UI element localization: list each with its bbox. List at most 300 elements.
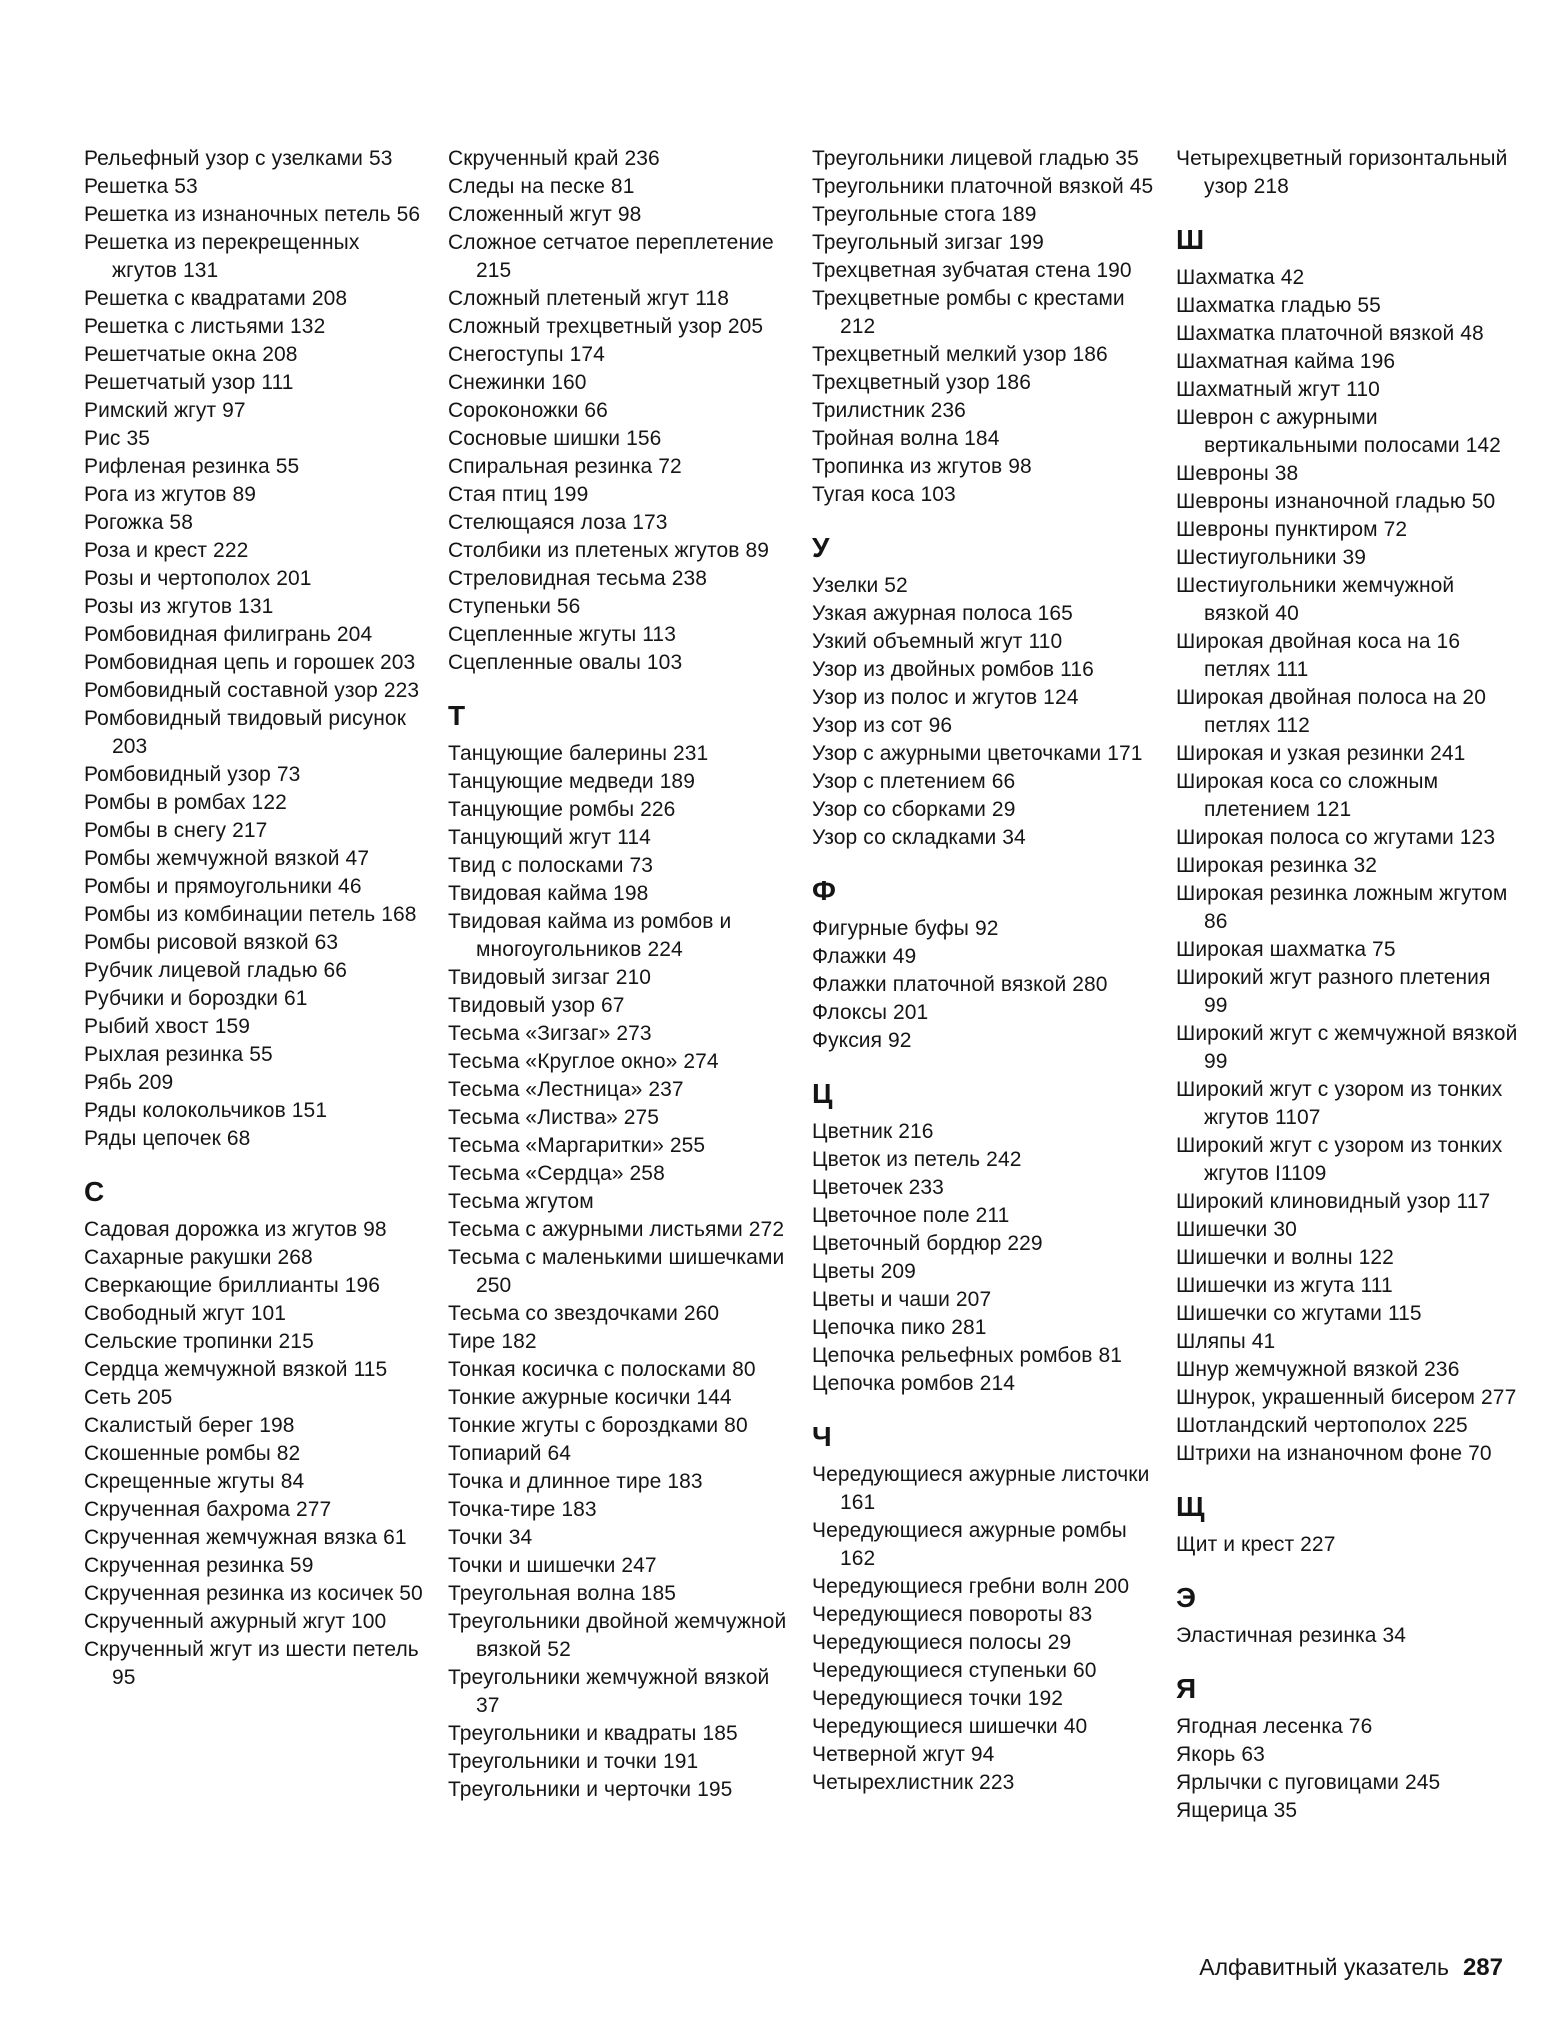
entry-page-number: 281 <box>951 1316 987 1339</box>
entry-page-number: 260 <box>683 1302 720 1325</box>
entry-page-number: 233 <box>908 1176 944 1199</box>
entry-title: Сердца жемчужной вязкой <box>84 1358 348 1381</box>
entry-page-number: 196 <box>1359 350 1396 373</box>
entry-title: Чередующиеся полосы <box>812 1631 1042 1654</box>
entry-page-number: 89 <box>232 483 256 506</box>
entry-title: Ягодная лесенка <box>1176 1715 1343 1738</box>
entry-page-number: 255 <box>669 1134 706 1157</box>
entry-title: Ромбовидный составной узор <box>84 679 378 702</box>
index-entry <box>1176 740 1518 768</box>
index-column <box>84 145 426 1692</box>
entry-page-number: 35 <box>1273 1799 1298 1822</box>
entry-title: Рифленая резинка <box>84 455 270 478</box>
entry-title: Шишечки из жгута <box>1176 1274 1355 1297</box>
index-entry <box>84 1580 426 1608</box>
entry-title: Треугольники и квадраты <box>448 1722 697 1745</box>
entry-title: Фуксия <box>812 1029 883 1052</box>
index-entry <box>1176 572 1518 628</box>
index-entry <box>84 173 426 201</box>
entry-page-number: 103 <box>646 651 683 674</box>
index-entry <box>812 1146 1154 1174</box>
entry-title: Узелки <box>812 574 879 597</box>
entry-page-number: 185 <box>702 1722 738 1745</box>
entry-title: Узор из сот <box>812 714 923 737</box>
entry-page-number: 73 <box>276 763 301 786</box>
entry-title: Широкая шахматка <box>1176 938 1367 961</box>
index-entry <box>1176 824 1518 852</box>
entry-page-number: 201 <box>893 1001 929 1024</box>
entry-page-number: 42 <box>1280 266 1305 289</box>
entry-title: Широкая резинка ложным жгутом <box>1176 882 1508 905</box>
index-entry <box>1176 145 1518 201</box>
entry-title: Скрученная жемчужная вязка <box>84 1526 378 1549</box>
index-section <box>812 1422 1154 1797</box>
entry-page-number: 142 <box>1465 434 1501 457</box>
entry-page-number: 115 <box>353 1358 388 1381</box>
entry-page-number: 236 <box>1424 1358 1460 1381</box>
index-entry <box>812 229 1154 257</box>
index-entry <box>84 1496 426 1524</box>
entry-page-number: 110 <box>1346 378 1380 401</box>
entry-title: Сцепленные жгуты <box>448 623 637 646</box>
index-entry <box>448 649 790 677</box>
entry-page-number: 72 <box>658 455 682 478</box>
index-entry <box>84 313 426 341</box>
index-entry <box>84 1013 426 1041</box>
entry-title: Широкая двойная коса на 16 петлях <box>1176 630 1461 681</box>
entry-page-number: 122 <box>251 791 287 814</box>
index-entry <box>84 397 426 425</box>
entry-page-number: 275 <box>623 1106 660 1129</box>
entry-title: Скалистый берег <box>84 1414 254 1437</box>
index-entry <box>1176 964 1518 1020</box>
entry-title: Шеврон с ажурными вертикальными полосами <box>1176 406 1460 457</box>
entry-page-number: 41 <box>1251 1330 1276 1353</box>
entry-title: Шевроны изнаночной гладью <box>1176 490 1466 513</box>
entry-page-number: 1107 <box>1274 1106 1321 1129</box>
entry-title: Ступеньки <box>448 595 551 618</box>
entry-title: Сороконожки <box>448 399 579 422</box>
index-entry <box>1176 460 1518 488</box>
index-entry <box>448 285 790 313</box>
index-entry <box>84 1041 426 1069</box>
entry-title: Решетка с квадратами <box>84 287 306 310</box>
entry-page-number: 236 <box>930 399 966 422</box>
index-entry <box>448 1244 790 1300</box>
entry-title: Цепочка рельефных ромбов <box>812 1344 1093 1367</box>
section-letter: Щ <box>1176 1491 1205 1522</box>
entry-title: Шляпы <box>1176 1330 1246 1353</box>
entry-page-number: 185 <box>640 1582 677 1605</box>
index-entry <box>84 985 426 1013</box>
entry-title: Рябь <box>84 1071 133 1094</box>
index-section <box>84 1177 426 1692</box>
entry-page-number: 204 <box>336 623 373 646</box>
index-entry <box>448 173 790 201</box>
entry-page-number: 115 <box>1387 1302 1422 1325</box>
entry-title: Скрученный ажурный жгут <box>84 1610 346 1633</box>
entry-page-number: 226 <box>640 798 676 821</box>
index-entry <box>84 509 426 537</box>
entry-title: Узор из двойных ромбов <box>812 658 1055 681</box>
index-entry <box>812 572 1154 600</box>
entry-title: Широкая и узкая резинки <box>1176 742 1425 765</box>
section-letter: Я <box>1176 1673 1197 1704</box>
entry-title: Столбики из плетеных жгутов <box>448 539 740 562</box>
entry-page-number: 50 <box>1471 490 1496 513</box>
entry-page-number: 68 <box>226 1127 251 1150</box>
index-entry <box>448 1132 790 1160</box>
entry-title: Сеть <box>84 1386 132 1409</box>
index-entry <box>448 964 790 992</box>
index-entry <box>84 481 426 509</box>
entry-title: Трилистник <box>812 399 925 422</box>
entry-title: Точки и шишечки <box>448 1554 616 1577</box>
entry-page-number: 214 <box>979 1372 1016 1395</box>
entry-page-number: 116 <box>1060 658 1094 681</box>
entry-page-number: 49 <box>892 945 917 968</box>
index-entry <box>448 768 790 796</box>
entry-title: Ромбовидная филигрань <box>84 623 331 646</box>
entry-title: Скрученный край <box>448 147 619 170</box>
entry-title: Ромбовидный узор <box>84 763 271 786</box>
index-entry <box>448 1076 790 1104</box>
index-section <box>1176 1583 1518 1650</box>
index-entry <box>1176 516 1518 544</box>
index-entry <box>84 901 426 929</box>
entry-page-number: 40 <box>1063 1715 1088 1738</box>
index-entry <box>84 285 426 313</box>
index-entry <box>812 971 1154 999</box>
entry-page-number: 210 <box>615 966 652 989</box>
entry-title: Шахматка гладью <box>1176 294 1352 317</box>
entry-page-number: 242 <box>986 1148 1022 1171</box>
entry-page-number: 173 <box>632 511 668 534</box>
index-entry <box>84 621 426 649</box>
index-entry <box>84 1244 426 1272</box>
entry-title: Стелющаяся лоза <box>448 511 627 534</box>
entry-title: Трехцветные ромбы с крестами <box>812 287 1125 310</box>
entry-page-number: 190 <box>1096 259 1132 282</box>
entry-title: Сосновые шишки <box>448 427 621 450</box>
index-entry <box>448 341 790 369</box>
index-entry <box>1176 488 1518 516</box>
entry-page-number: 199 <box>553 483 589 506</box>
entry-page-number: 86 <box>1204 910 1228 933</box>
index-section <box>812 145 1154 509</box>
index-entry <box>84 1412 426 1440</box>
index-entry <box>1176 1622 1518 1650</box>
entry-page-number: 111 <box>1276 658 1309 681</box>
section-letter: Э <box>1176 1582 1197 1613</box>
entry-page-number: 238 <box>671 567 708 590</box>
index-entry <box>812 915 1154 943</box>
entry-title: Штрихи на изнаночном фоне <box>1176 1442 1463 1465</box>
entry-page-number: 189 <box>659 770 695 793</box>
entry-page-number: 52 <box>884 574 908 597</box>
entry-page-number: 76 <box>1348 1715 1373 1738</box>
entry-page-number: 280 <box>1072 973 1108 996</box>
entry-title: Шахматка <box>1176 266 1275 289</box>
entry-page-number: 182 <box>501 1330 537 1353</box>
index-entry <box>812 1118 1154 1146</box>
entry-title: Твидовая кайма из ромбов и многоугольников <box>448 910 732 961</box>
entry-title: Скрученная резинка <box>84 1554 284 1577</box>
entry-title: Ряды цепочек <box>84 1127 221 1150</box>
entry-page-number: 184 <box>964 427 1000 450</box>
index-entry <box>84 565 426 593</box>
entry-title: Шнур жемчужной вязкой <box>1176 1358 1419 1381</box>
index-entry <box>448 1328 790 1356</box>
index-entry <box>84 845 426 873</box>
index-entry <box>812 768 1154 796</box>
section-letter: Ф <box>812 875 836 906</box>
index-entry <box>812 369 1154 397</box>
entry-page-number: 227 <box>1300 1533 1336 1556</box>
entry-title: Снегоступы <box>448 343 564 366</box>
index-entry <box>1176 1769 1518 1797</box>
entry-page-number: 189 <box>1001 203 1037 226</box>
section-letter: Т <box>448 700 466 731</box>
index-entry <box>448 1048 790 1076</box>
entry-page-number: 98 <box>363 1218 387 1241</box>
index-entry <box>1176 1384 1518 1412</box>
section-letter: У <box>812 532 830 563</box>
index-entry <box>448 621 790 649</box>
entry-title: Ромбы в ромбах <box>84 791 246 814</box>
entry-page-number: 56 <box>556 595 581 618</box>
entry-title: Ромбы в снегу <box>84 819 227 842</box>
entry-title: Решетка с листьями <box>84 315 285 338</box>
entry-title: Цепочка ромбов <box>812 1372 974 1395</box>
entry-page-number: 208 <box>262 343 298 366</box>
entry-page-number: 84 <box>280 1470 305 1493</box>
entry-title: Чередующиеся ажурные ромбы <box>812 1519 1127 1542</box>
entry-title: Тонкие ажурные косички <box>448 1386 691 1409</box>
entry-page-number: 63 <box>1241 1743 1265 1766</box>
entry-page-number: 231 <box>672 742 709 765</box>
index-entry <box>1176 1244 1518 1272</box>
entry-page-number: 211 <box>975 1204 1010 1227</box>
index-entry <box>84 1272 426 1300</box>
entry-page-number: 124 <box>1043 686 1079 709</box>
index-section <box>448 145 790 677</box>
entry-page-number: 39 <box>1342 546 1367 569</box>
entry-page-number: 186 <box>995 371 1031 394</box>
entry-title: Тире <box>448 1330 496 1353</box>
index-entry <box>448 880 790 908</box>
index-entry <box>1176 1356 1518 1384</box>
index-entry <box>448 537 790 565</box>
index-entry <box>812 1629 1154 1657</box>
entry-page-number: 66 <box>323 959 348 982</box>
entry-title: Ромбы и прямоугольники <box>84 875 333 898</box>
entry-page-number: 151 <box>291 1099 328 1122</box>
entry-title: Танцующий жгут <box>448 826 612 849</box>
index-entry <box>84 789 426 817</box>
entry-page-number: 66 <box>584 399 608 422</box>
index-entry <box>448 369 790 397</box>
entry-title: Тройная волна <box>812 427 959 450</box>
index-entry <box>1176 1713 1518 1741</box>
index-entry <box>448 824 790 852</box>
index-entry <box>448 509 790 537</box>
index-entry <box>812 425 1154 453</box>
index-entry <box>1176 1076 1518 1132</box>
entry-page-number: 34 <box>1382 1624 1407 1647</box>
entry-title: Треугольная волна <box>448 1582 635 1605</box>
index-entry <box>84 369 426 397</box>
index-entry <box>84 201 426 229</box>
entry-title: Трехцветный узор <box>812 371 990 394</box>
index-entry <box>812 1713 1154 1741</box>
entry-title: Трехцветный мелкий узор <box>812 343 1067 366</box>
entry-title: Шишечки <box>1176 1218 1268 1241</box>
index-entry <box>84 1328 426 1356</box>
index-entry <box>812 201 1154 229</box>
entry-page-number: 198 <box>259 1414 295 1437</box>
index-entry <box>84 761 426 789</box>
entry-title: Широкая полоса со жгутами <box>1176 826 1454 849</box>
index-entry <box>1176 1188 1518 1216</box>
entry-page-number: 66 <box>991 770 1016 793</box>
index-entry <box>84 1125 426 1153</box>
entry-title: Тесьма с маленькими шишечками <box>448 1246 785 1269</box>
entry-title: Твидовая кайма <box>448 882 608 905</box>
entry-page-number: 34 <box>1002 826 1026 849</box>
entry-title: Твидовый зигзаг <box>448 966 610 989</box>
entry-title: Шишечки и волны <box>1176 1246 1353 1269</box>
index-entry <box>84 593 426 621</box>
entry-title: Снежинки <box>448 371 546 394</box>
entry-page-number: 117 <box>1456 1190 1491 1213</box>
index-entry <box>812 1230 1154 1258</box>
entry-title: Фигурные буфы <box>812 917 970 940</box>
entry-page-number: 215 <box>278 1330 314 1353</box>
entry-title: Шевроны <box>1176 462 1269 485</box>
index-entry <box>448 313 790 341</box>
index-entry <box>812 1685 1154 1713</box>
entry-title: Флоксы <box>812 1001 888 1024</box>
entry-page-number: 196 <box>344 1274 381 1297</box>
index-entry <box>1176 880 1518 936</box>
index-entry <box>1176 404 1518 460</box>
index-entry <box>812 1286 1154 1314</box>
index-column <box>1176 145 1518 1825</box>
entry-title: Цветочное поле <box>812 1204 970 1227</box>
index-entry <box>84 1608 426 1636</box>
index-entry <box>1176 1300 1518 1328</box>
entry-page-number: 60 <box>1072 1659 1097 1682</box>
entry-title: Скрещенные жгуты <box>84 1470 275 1493</box>
entry-title: Рельефный узор с узелками <box>84 147 364 170</box>
index-entry <box>84 1552 426 1580</box>
entry-page-number: 131 <box>182 259 219 282</box>
entry-title: Тесьма «Круглое окно» <box>448 1050 678 1073</box>
entry-page-number: 212 <box>840 315 876 338</box>
entry-title: Узор со складками <box>812 826 997 849</box>
entry-page-number: 50 <box>399 1582 423 1605</box>
section-letter: Ш <box>1176 224 1205 255</box>
index-entry <box>448 740 790 768</box>
entry-page-number: 224 <box>647 938 683 961</box>
index-entry <box>812 656 1154 684</box>
entry-page-number: 92 <box>888 1029 912 1052</box>
entry-title: Танцующие ромбы <box>448 798 635 821</box>
entry-page-number: 34 <box>508 1526 533 1549</box>
entry-page-number: 80 <box>732 1358 756 1381</box>
index-entry <box>448 1216 790 1244</box>
entry-title: Твидовый узор <box>448 994 596 1017</box>
entry-page-number: 165 <box>1037 602 1073 625</box>
entry-page-number: 59 <box>289 1554 314 1577</box>
entry-title: Спиральная резинка <box>448 455 653 478</box>
entry-page-number: 168 <box>381 903 417 926</box>
index-entry <box>1176 852 1518 880</box>
index-entry <box>812 943 1154 971</box>
entry-page-number: 216 <box>898 1120 934 1143</box>
index-entry <box>84 1216 426 1244</box>
entry-page-number: 236 <box>624 147 660 170</box>
entry-title: Узор из полос и жгутов <box>812 686 1038 709</box>
entry-page-number: I1109 <box>1274 1162 1327 1185</box>
entry-title: Сахарные ракушки <box>84 1246 272 1269</box>
index-entry <box>812 397 1154 425</box>
entry-title: Розы из жгутов <box>84 595 233 618</box>
entry-page-number: 35 <box>126 427 151 450</box>
entry-page-number: 37 <box>476 1694 500 1717</box>
entry-title: Тесьма с ажурными листьями <box>448 1218 743 1241</box>
index-entry <box>1176 320 1518 348</box>
entry-page-number: 56 <box>396 203 421 226</box>
index-entry <box>448 145 790 173</box>
entry-page-number: 110 <box>1028 630 1063 653</box>
index-entry <box>448 992 790 1020</box>
index-entry <box>84 537 426 565</box>
entry-page-number: 205 <box>727 315 764 338</box>
entry-page-number: 73 <box>629 854 654 877</box>
entry-title: Рубчик лицевой гладью <box>84 959 318 982</box>
entry-title: Сверкающие бриллианты <box>84 1274 339 1297</box>
entry-title: Широкий жгут разного плетения <box>1176 966 1491 989</box>
index-entry <box>1176 1272 1518 1300</box>
entry-title: Щит и крест <box>1176 1533 1295 1556</box>
entry-page-number: 272 <box>748 1218 785 1241</box>
entry-title: Точки <box>448 1526 503 1549</box>
index-entry <box>1176 544 1518 572</box>
index-entry <box>812 999 1154 1027</box>
index-entry <box>448 1356 790 1384</box>
entry-page-number: 38 <box>1274 462 1299 485</box>
entry-page-number: 96 <box>928 714 953 737</box>
entry-title: Ромбы жемчужной вязкой <box>84 847 340 870</box>
index-entry <box>84 1384 426 1412</box>
entry-title: Рогожка <box>84 511 164 534</box>
index-entry <box>812 341 1154 369</box>
entry-page-number: 192 <box>1027 1687 1064 1710</box>
index-entry <box>812 1202 1154 1230</box>
entry-title: Чередующиеся ажурные листочки <box>812 1463 1150 1486</box>
entry-page-number: 199 <box>1008 231 1044 254</box>
index-entry <box>1176 1132 1518 1188</box>
entry-title: Цветочный бордюр <box>812 1232 1002 1255</box>
entry-page-number: 63 <box>314 931 339 954</box>
index-entry <box>448 1720 790 1748</box>
entry-page-number: 183 <box>667 1470 703 1493</box>
index-section <box>84 145 426 1153</box>
index-entry <box>1176 768 1518 824</box>
index-entry <box>448 1524 790 1552</box>
